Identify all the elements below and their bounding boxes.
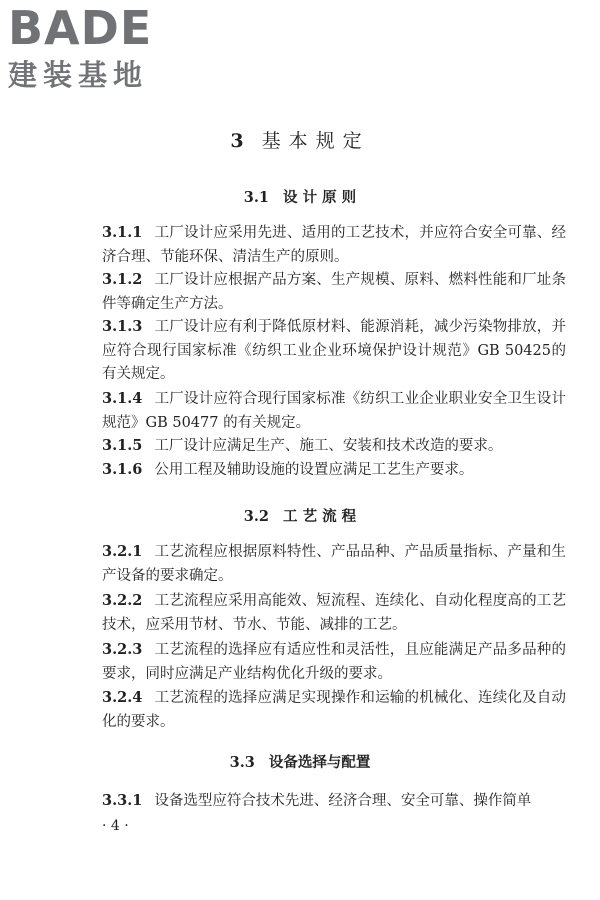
clause-text: 工艺流程的选择应满足实现操作和运输的机械化、连续化及自动化的要求。 — [102, 690, 566, 730]
clause-number: 3.1.2 — [102, 271, 143, 288]
clause — [102, 540, 566, 588]
clause — [102, 315, 566, 387]
clause-number: 3.1.5 — [102, 437, 143, 454]
section-title: 工 艺 流 程 — [283, 508, 357, 525]
clause-text: 工厂设计应根据产品方案、生产规模、原料、燃料性能和厂址条件等确定生产方法。 — [102, 272, 566, 312]
logo-subtitle: 建装基地 — [8, 58, 149, 92]
clause-number: 3.1.3 — [102, 318, 143, 335]
clause-number: 3.2.2 — [102, 592, 143, 609]
clause — [102, 589, 566, 637]
clause-number: 3.1.4 — [102, 390, 143, 407]
clause-text: 工厂设计应满足生产、施工、安装和技术改造的要求。 — [154, 438, 503, 454]
clause — [102, 387, 566, 435]
section-number: 3.2 — [243, 508, 270, 525]
clause-text: 工艺流程的选择应有适应性和灵活性，且应能满足产品多品种的要求，同时应满足产业结构优化升级的要求。 — [102, 642, 566, 682]
clause — [102, 268, 566, 316]
clause-number: 3.2.4 — [102, 689, 143, 706]
bade-logo — [8, 1, 183, 92]
section-heading — [0, 751, 600, 772]
clause — [102, 221, 566, 269]
clause-text: 工厂设计应有利于降低原材料、能源消耗，减少污染物排放，并应符合现行国家标准《纺织工业企业环境保护设计规范》GB 50425的有关规定。 — [102, 319, 566, 382]
clause-number: 3.2.1 — [102, 543, 143, 560]
section-number: 3.3 — [229, 754, 255, 771]
page-number: · 4 · — [102, 818, 129, 834]
clause-text: 工厂设计应符合现行国家标准《纺织工业企业职业安全卫生设计规范》GB 50477 的有关规定。 — [102, 391, 566, 431]
clause-number: 3.2.3 — [102, 641, 143, 658]
clause-text: 工艺流程应采用高能效、短流程、连续化、自动化程度高的工艺技术，应采用节材、节水、节能、减排的工艺。 — [102, 593, 566, 633]
clause-number: 3.1.6 — [102, 461, 143, 478]
section-heading — [0, 186, 600, 207]
clause-text: 工艺流程应根据原料特性、产品品种、产品质量指标、产量和生产设备的要求确定。 — [102, 544, 566, 584]
clause-text: 工厂设计应采用先进、适用的工艺技术，并应符合安全可靠、经济合理、节能环保、清洁生产的原则。 — [102, 225, 566, 265]
section-number: 3.1 — [243, 189, 270, 206]
clause — [102, 434, 566, 459]
section-title: 设备选择与配置 — [268, 754, 371, 771]
chapter-number: 3 — [230, 130, 252, 152]
clause — [102, 458, 566, 483]
clause-text: 设备选型应符合技术先进、经济合理、安全可靠、操作简单 — [154, 793, 532, 809]
clause-number: 3.3.1 — [102, 792, 143, 809]
clause-text: 公用工程及辅助设施的设置应满足工艺生产要求。 — [154, 462, 474, 478]
clause — [102, 686, 566, 734]
chapter-heading — [0, 126, 600, 153]
clause — [102, 638, 566, 686]
logo-brand: BADE — [8, 1, 153, 55]
section-title: 设 计 原 则 — [283, 189, 357, 206]
clause-number: 3.1.1 — [102, 224, 143, 241]
section-heading — [0, 505, 600, 526]
chapter-title: 基本规定 — [261, 130, 370, 152]
clause — [102, 789, 566, 814]
